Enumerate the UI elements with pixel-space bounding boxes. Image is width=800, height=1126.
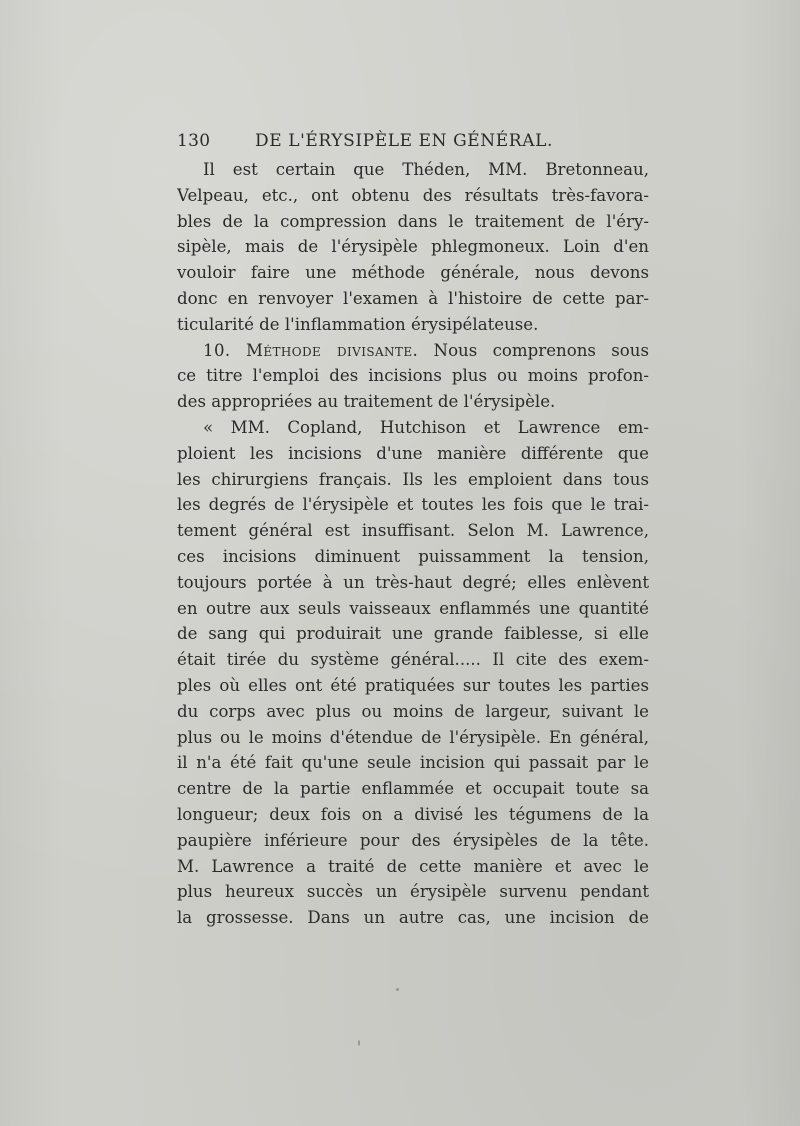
quoted-paragraph: [177, 415, 649, 931]
heading-line-text: Nous comprenons sous: [433, 340, 649, 360]
text-line: donc en renvoyer l'examen à l'histoire de cette par-: [177, 288, 649, 308]
text-line: en outre aux seuls vaisseaux enflammés une quantité: [177, 598, 649, 618]
page-text-block: [177, 131, 649, 931]
text-line: vouloir faire une méthode générale, nous devons: [177, 263, 649, 283]
text-line: les degrés de l'érysipèle et toutes les fois que le trai-: [177, 495, 649, 515]
text-line: « MM. Copland, Hutchison et Lawrence em-: [203, 417, 649, 437]
text-line: paupière inférieure pour des érysipèles de la tête.: [177, 830, 649, 850]
running-head: [177, 131, 649, 157]
text-line: plus ou le moins d'étendue de l'érysipèle. En général,: [177, 727, 649, 747]
running-title: DE L'ÉRYSIPÈLE EN GÉNÉRAL.: [255, 131, 553, 151]
text-line: sipèle, mais de l'érysipèle phlegmoneux. Loin d'en: [177, 237, 649, 257]
text-line: ticularité de l'inflammation érysipélateuse.: [177, 314, 539, 334]
text-line: centre de la partie enflammée et occupait toute sa: [177, 779, 649, 799]
section-heading: Méthode divisante.: [245, 340, 419, 360]
text-line: ples où elles ont été pratiquées sur toutes les parties: [177, 675, 649, 695]
text-line: ploient les incisions d'une manière différente que: [177, 443, 649, 463]
text-line: bles de la compression dans le traitement de l'éry-: [177, 211, 649, 231]
text-line: il n'a été fait qu'une seule incision qui passait par le: [177, 753, 649, 773]
text-line: ce titre l'emploi des incisions plus ou moins profon-: [177, 366, 649, 386]
text-line: toujours portée à un très-haut degré; elles enlèvent: [177, 572, 649, 592]
page-number: 130: [177, 131, 211, 151]
section-heading-line: [177, 338, 649, 364]
text-line: du corps avec plus ou moins de largeur, suivant le: [177, 701, 649, 721]
paragraph: [177, 157, 649, 338]
text-line: les chirurgiens français. Ils les emploient dans tous: [177, 469, 649, 489]
text-line: la grossesse. Dans un autre cas, une incision de: [177, 908, 649, 928]
text-line: était tirée du système général..... Il cite des exem-: [177, 650, 649, 670]
text-line: longueur; deux fois on a divisé les tégumens de la: [177, 804, 649, 824]
text-line: ces incisions diminuent puissamment la tension,: [177, 546, 649, 566]
text-line: Il est certain que Théden, MM. Bretonneau,: [203, 160, 649, 179]
text-line: Velpeau, etc., ont obtenu des résultats très-favora-: [177, 185, 649, 205]
section-number: 10.: [203, 340, 231, 360]
section-paragraph: [177, 338, 649, 415]
paper-speck: [358, 1040, 360, 1046]
text-line: des appropriées au traitement de l'érysipèle.: [177, 392, 556, 412]
text-line: plus heureux succès un érysipèle survenu pendant: [177, 882, 649, 902]
text-line: tement général est insuffisant. Selon M. Lawrence,: [177, 521, 649, 541]
text-line: de sang qui produirait une grande faiblesse, si elle: [177, 624, 649, 644]
paper-speck: [396, 988, 399, 991]
text-line: M. Lawrence a traité de cette manière et avec le: [177, 856, 649, 876]
